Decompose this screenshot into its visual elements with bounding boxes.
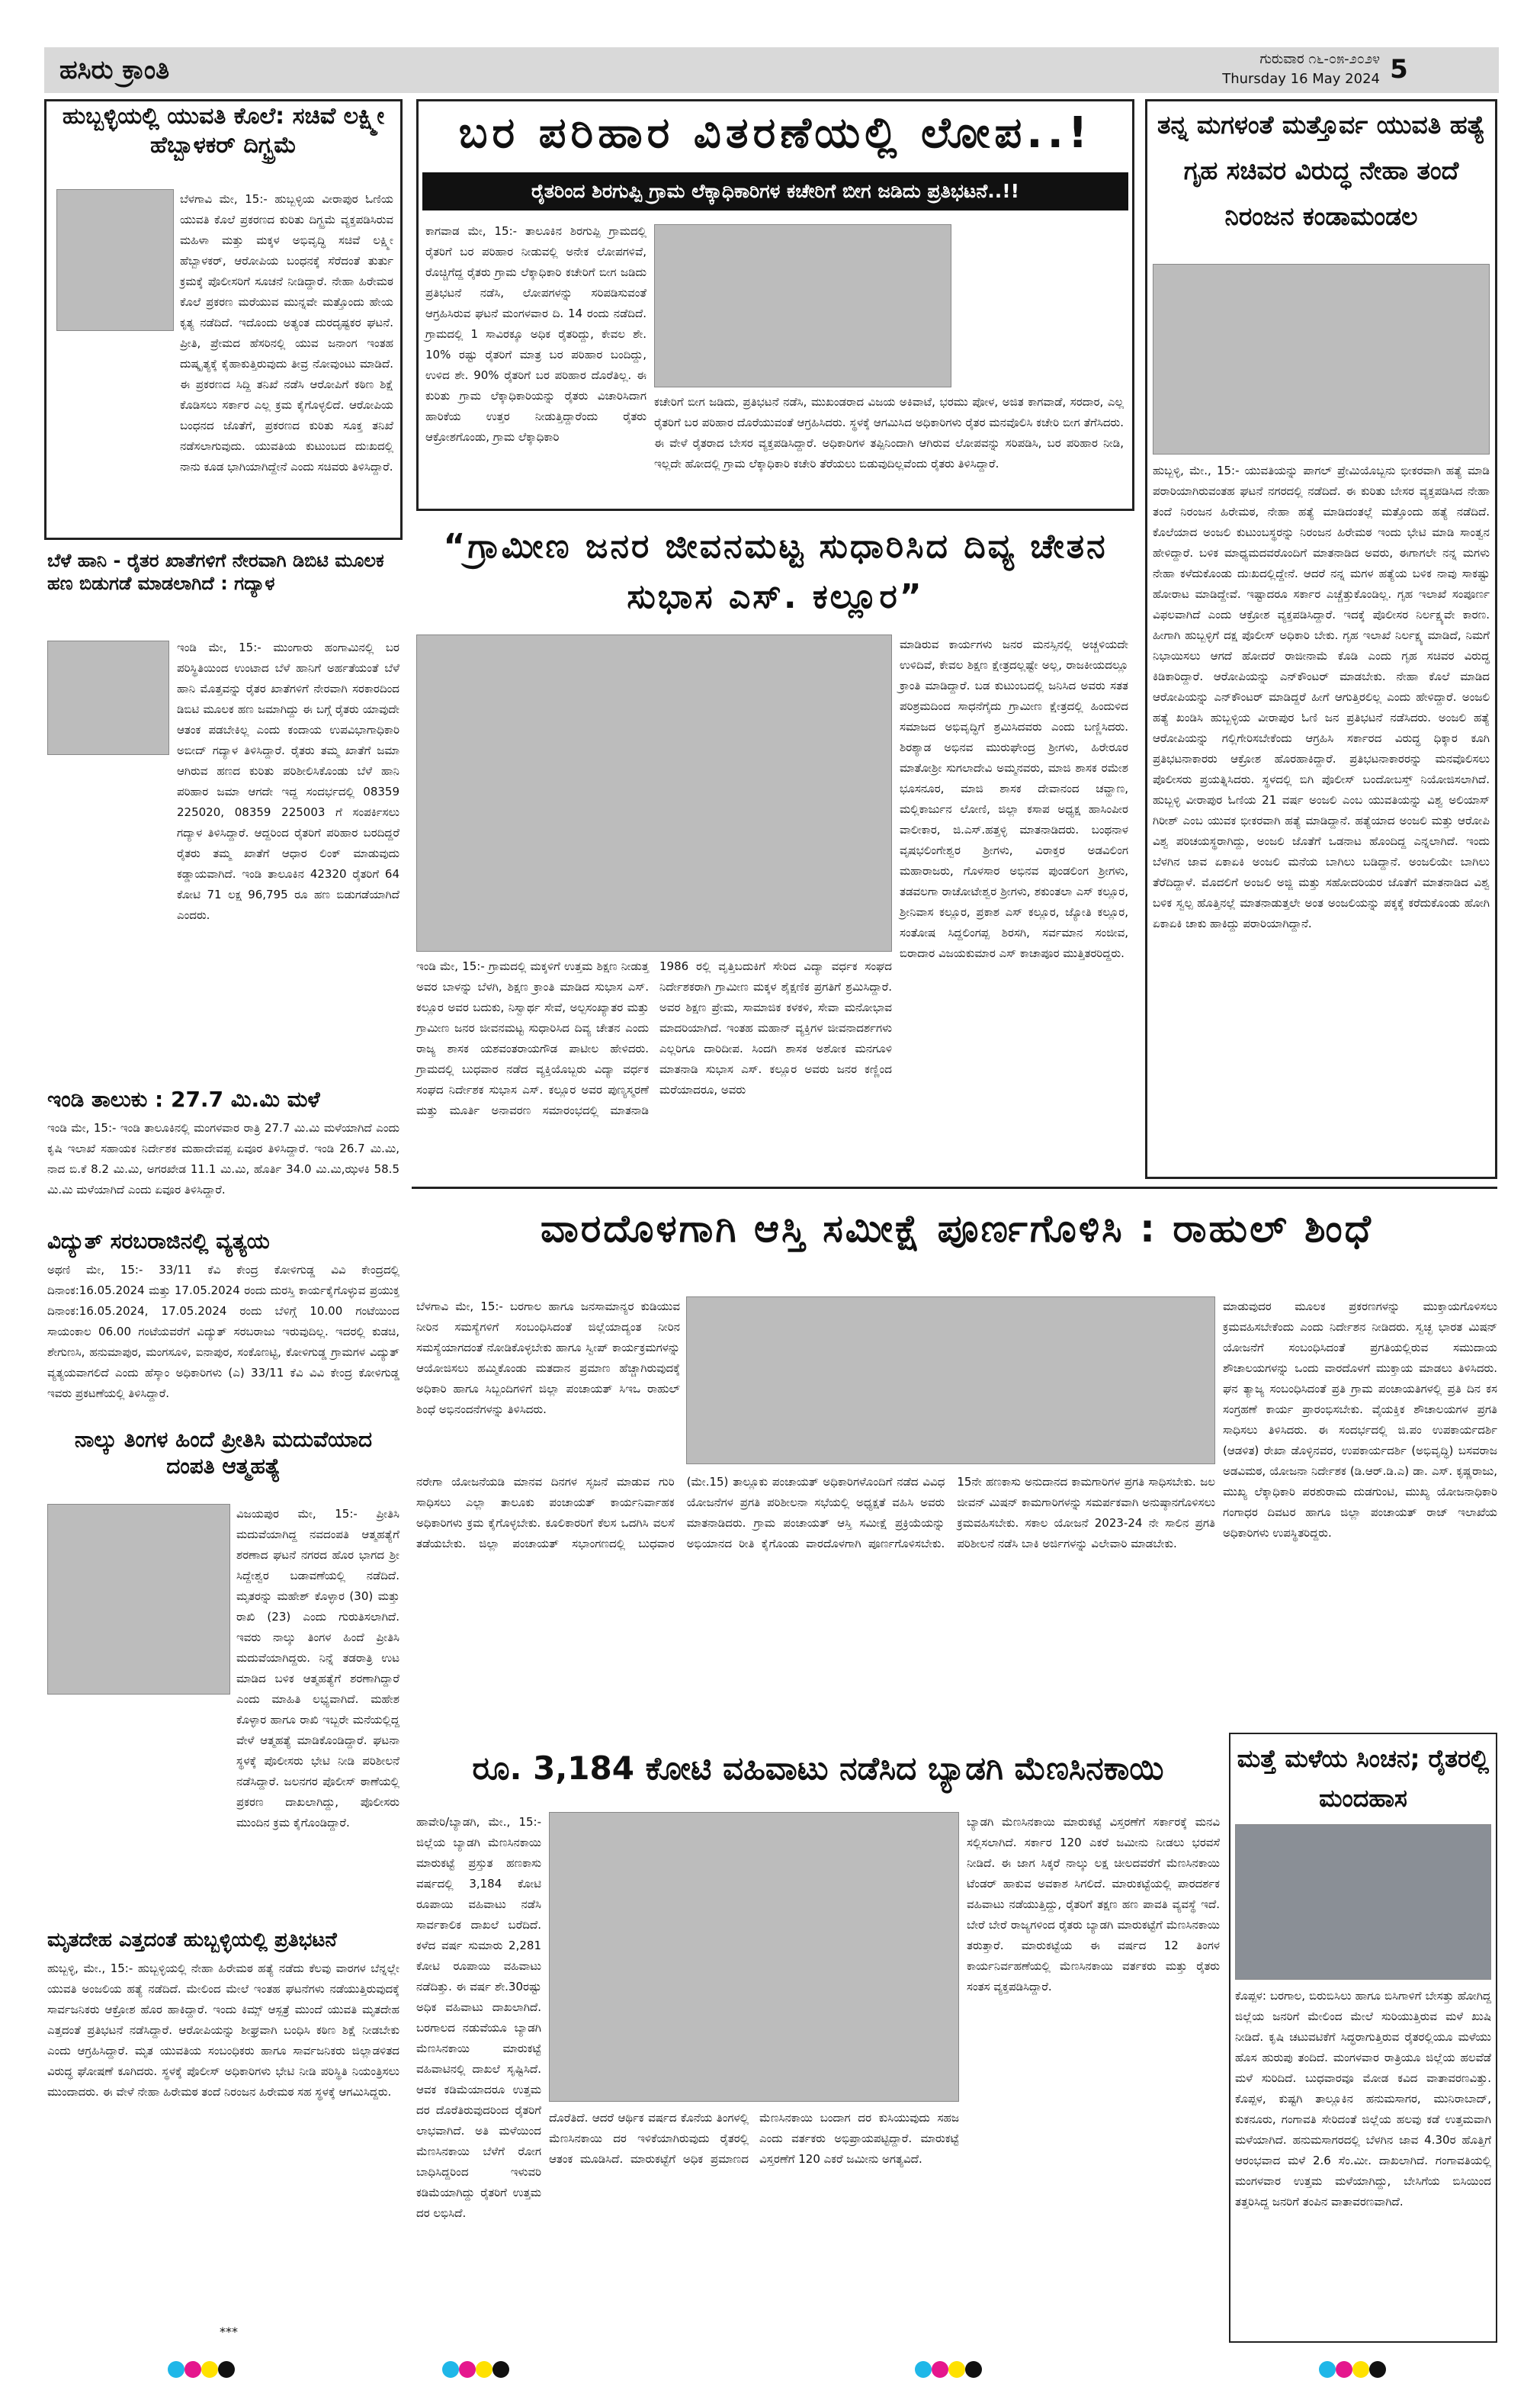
left-story3-headline: ಇಂಡಿ ತಾಲುಕು : 27.7 ಮಿ.ಮಿ ಮಳೆ [47, 1087, 320, 1112]
officer-photo [47, 641, 169, 755]
couple-photo [47, 1504, 230, 1695]
lower-story1-body-right: ಮಾಡುವುದರ ಮೂಲಕ ಪ್ರಕರಣಗಳನ್ನು ಮುಕ್ತಾಯಗೊಳಿಸಲು ಕ್ರಮವಹಿಸಬೇಕೆಂದು ಎಂದು ನಿರ್ದೇಶನ ನೀಡಿದರು. ಸ್ವಚ್ಛ ಭಾರತ ಮಿಷನ್ ಯೋಜನೆಗೆ ಸಂಬಂಧಿಸಿದಂತೆ ಪ್ರಗತಿಯಲ್ಲಿರುವ ಸಮುದಾಯ ಶೌಚಾಲಯಗಳನ್ನು ಒಂದು ವಾರದೊಳಗೆ ಮುಕ್ತಾಯ ಮಾಡಲು ತಿಳಿಸಿದರು. ಘನ ತ್ಯಾಜ್ಯ ಸಂಬಂಧಿಸಿದಂತೆ ಪ್ರತಿ ಗ್ರಾಮ ಪಂಚಾಯತಿಗಳಲ್ಲಿ ಪ್ರತಿ ದಿನ ಕಸ ಸಂಗ್ರಹಣೆ ಕಾರ್ಯ ಪ್ರಾರಂಭಿಸಬೇಕು. ವೈಯಕ್ತಿಕ ಶೌಚಾಲಯಗಳ ಪ್ರಗತಿ ಸಾಧಿಸಲು ತಿಳಿಸಿದರು. ಈ ಸಂದರ್ಭದಲ್ಲಿ ಜಿ.ಪಂ ಉಪಕಾರ್ಯದರ್ಶಿ (ಆಡಳಿತ) ರೇಖಾ ಡೊಳ್ಳಿನವರ, ಉಪಕಾರ್ಯದರ್ಶಿ (ಅಭಿವೃದ್ಧಿ) ಬಸವರಾಜ ಅಡವಿಮಠ, ಯೋಜನಾ ನಿರ್ದೇಶಕ (ಡಿ.ಆರ್.ಡಿ.ಎ) ಡಾ. ಎಸ್. ಕೃಷ್ಣರಾಜು, ಮುಖ್ಯ ಲೆಕ್ಕಾಧಿಕಾರಿ ಪರಶುರಾಮ ದುಡಗುಂಟಿ, ಮುಖ್ಯ ಯೋಜನಾಧಿಕಾರಿ ಗಂಗಾಧರ ದಿವಟರ ಹಾಗೂ ಜಿಲ್ಲಾ ಪಂಚಾಯತ್ ರಾಜ್ ಇಲಾಖೆಯ ಅಧಿಕಾರಿಗಳು ಉಪಸ್ಥಿತರಿದ್ದರು. [1223, 1300, 1497, 1540]
registration-dot [1352, 2361, 1369, 2378]
registration-dot [948, 2361, 965, 2378]
lower-story2-body-mid: ದೊರೆತಿದೆ. ಆದರೆ ಆರ್ಥಿಕ ವರ್ಷದ ಕೊನೆಯ ತಿಂಗಳಲ್ಲಿ ಮೆಣಸಿನಕಾಯಿ ದರ ಇಳಿಕೆಯಾಗಿರುವುದು ರೈತರಲ್ಲಿ ಆತಂಕ ಮೂಡಿಸಿದೆ. ಮಾರುಕಟ್ಟೆಗೆ ಅಧಿಕ ಪ್ರಮಾಣದ ಮೆಣಸಿನಕಾಯಿ ಬಂದಾಗ ದರ ಕುಸಿಯುವುದು ಸಹಜ ಎಂದು ವರ್ತಕರು ಅಭಿಪ್ರಾಯಪಟ್ಟಿದ್ದಾರೆ. ಮಾರುಕಟ್ಟೆ ವಿಸ್ತರಣೆಗೆ 120 ಎಕರೆ ಜಮೀನು ಅಗತ್ಯವಿದೆ. [549, 2111, 959, 2166]
center-story1-headline: ಬರ ಪರಿಹಾರ ವಿತರಣೆಯಲ್ಲಿ ಲೋಪ..! [458, 108, 1092, 158]
registration-dot [1319, 2361, 1336, 2378]
masthead-date-english: Thursday 16 May 2024 [1222, 71, 1380, 87]
left-story5-headline: ನಾಲ್ಕು ತಿಂಗಳ ಹಿಂದೆ ಪ್ರೀತಿಸಿ ಮದುವೆಯಾದ ದಂಪತಿ ಆತ್ಮಹತ್ಯೆ [74, 1427, 373, 1479]
left-story1-body: ಬೆಳಗಾವಿ ಮೇ, 15:- ಹುಬ್ಬಳ್ಳಿಯ ವೀರಾಪುರ ಓಣಿಯ ಯುವತಿ ಕೊಲೆ ಪ್ರಕರಣದ ಕುರಿತು ದಿಗ್ಭ್ರಮೆ ವ್ಯಕ್ತಪಡಿಸಿರುವ ಮಹಿಳಾ ಮತ್ತು ಮಕ್ಕಳ ಅಭಿವೃದ್ಧಿ ಸಚಿವೆ ಲಕ್ಷ್ಮೀ ಹೆಬ್ಬಾಳಕರ್, ಆರೋಪಿಯ ಬಂಧನಕ್ಕೆ ಸೆರೆದಂತೆ ತುರ್ತು ಕ್ರಮಕ್ಕೆ ಪೊಲೀಸರಿಗೆ ಸೂಚನೆ ನೀಡಿದ್ದಾರೆ. ನೇಹಾ ಹಿರೇಮಠ ಕೊಲೆ ಪ್ರಕರಣ ಮರೆಯುವ ಮುನ್ನವೇ ಮತ್ತೊಂದು ಹೇಯ ಕೃತ್ಯ ನಡೆದಿದೆ. ಇದೊಂದು ಅತ್ಯಂತ ದುರದೃಷ್ಟಕರ ಘಟನೆ. ಪ್ರೀತಿ, ಪ್ರೇಮದ ಹೆಸರಿನಲ್ಲಿ ಯುವ ಜನಾಂಗ ಇಂತಹ ದುಷ್ಕೃತ್ಯಕ್ಕೆ ಕೈಹಾಕುತ್ತಿರುವುದು ತೀವ್ರ ನೋವುಂಟು ಮಾಡಿದೆ. ಈ ಪ್ರಕರಣದ ಸಿದ್ದಿ ತನಿಖೆ ನಡೆಸಿ ಆರೋಪಿಗೆ ಕಠಿಣ ಶಿಕ್ಷೆ ಕೊಡಿಸಲು ಸರ್ಕಾರ ಎಲ್ಲ ಕ್ರಮ ಕೈಗೊಳ್ಳಲಿದೆ. ಆರೋಪಿಯ ಬಂಧನದ ಜೊತೆಗೆ, ಪ್ರಕರಣದ ಕುರಿತು ಸೂಕ್ತ ತನಿಖೆ ನಡೆಸಲಾಗುವುದು. ಯುವತಿಯ ಕುಟುಂಬದ ದುಃಖದಲ್ಲಿ ನಾನು ಕೂಡ ಭಾಗಿಯಾಗಿದ್ದೇನೆ ಎಂದು ಸಚಿವರು ತಿಳಿಸಿದ್ದಾರೆ. [180, 192, 393, 474]
chilli-market-photo [549, 1812, 959, 2102]
lower-story3-body: ಕೊಪ್ಪಳ: ಬರಗಾಲ, ಬಿರುಬಿಸಿಲು ಹಾಗೂ ಬಿಸಿಗಾಳಿಗೆ ಬೇಸತ್ತು ಹೋಗಿದ್ದ ಜಿಲ್ಲೆಯ ಜನರಿಗೆ ಮೇಲಿಂದ ಮೇಲೆ ಸುರಿಯುತ್ತಿರುವ ಮಳೆ ಖುಷಿ ನೀಡಿದೆ. ಕೃಷಿ ಚಟುವಟಿಕೆಗೆ ಸಿದ್ಧರಾಗುತ್ತಿರುವ ರೈತರಲ್ಲಿಯೂ ಮಳೆಯು ಹೊಸ ಹುರುಪು ತಂದಿದೆ. ಮಂಗಳವಾರ ರಾತ್ರಿಯೂ ಜಿಲ್ಲೆಯ ಹಲವೆಡೆ ಮಳೆ ಸುರಿದಿದೆ. ಬುಧವಾರವೂ ಮೋಡ ಕವಿದ ವಾತಾವರಣವಿತ್ತು. ಕೊಪ್ಪಳ, ಕುಷ್ಟಗಿ ತಾಲ್ಲೂಕಿನ ಹನುಮಸಾಗರ, ಮುನಿರಾಬಾದ್, ಕುಕನೂರು, ಗಂಗಾವತಿ ಸೇರಿದಂತೆ ಜಿಲ್ಲೆಯ ಹಲವು ಕಡೆ ಉತ್ತಮವಾಗಿ ಮಳೆಯಾಗಿದೆ. ಹನುಮಸಾಗರದಲ್ಲಿ ಬೆಳಗಿನ ಜಾವ 4.30ರ ಹೊತ್ತಿಗೆ ಆರಂಭವಾದ ಮಳೆ 2.6 ಸೆಂ.ಮೀ. ದಾಖಲಾಗಿದೆ. ಗಂಗಾವತಿಯಲ್ಲಿ ಮಂಗಳವಾರ ಉತ್ತಮ ಮಳೆಯಾಗಿದ್ದು, ಬೇಸಿಗೆಯ ಬಿಸಿಯಿಂದ ತತ್ತರಿಸಿದ್ದ ಜನರಿಗೆ ತಂಪಿನ ವಾತಾವರಣವಾಗಿದೆ. [1235, 1989, 1491, 2209]
registration-dot [1336, 2361, 1352, 2378]
masthead-date-kannada: ಗುರುವಾರ ೧೬-೦೫-೨೦೨೪ [1259, 51, 1380, 67]
left-story2-body: ಇಂಡಿ ಮೇ, 15:- ಮುಂಗಾರು ಹಂಗಾಮಿನಲ್ಲಿ ಬರ ಪರಿಸ್ಥಿತಿಯಿಂದ ಉಂಟಾದ ಬೆಳೆ ಹಾನಿಗೆ ಅರ್ಹತೆಯಂತೆ ಬೆಳೆ ಹಾನಿ ಮೊತ್ತವನ್ನು ರೈತರ ಖಾತೆಗಳಿಗೆ ನೇರವಾಗಿ ಸರಕಾರದಿಂದ ಡಿಬಿಟಿ ಮೂಲಕ ಹಣ ಜಮಾಗಿದ್ದು ಈ ಬಗ್ಗೆ ರೈತರು ಯಾವುದೇ ಆತಂಕ ಪಡಬೇಕಿಲ್ಲ ಎಂದು ಕಂದಾಯ ಉಪವಿಭಾಗಾಧಿಕಾರಿ ಅಬೀದ್ ಗದ್ಯಾಳ ತಿಳಿಸಿದ್ದಾರೆ. ರೈತರು ತಮ್ಮ ಖಾತೆಗೆ ಜಮಾ ಆಗಿರುವ ಹಣದ ಕುರಿತು ಪರಿಶೀಲಿಸಿಕೊಂಡು ಬೆಳೆ ಹಾನಿ ಪರಿಹಾರ ಜಮಾ ಆಗದೇ ಇದ್ದ ಸಂದರ್ಭದಲ್ಲಿ 08359 225020, 08359 225003 ಗೆ ಸಂಪರ್ಕಿಸಲು ಗದ್ಯಾಳ ತಿಳಿಸಿದ್ದಾರೆ. ಆದ್ದರಿಂದ ರೈತರಿಗೆ ಪರಿಹಾರ ಬರದಿದ್ದರೆ ರೈತರು ತಮ್ಮ ಖಾತೆಗೆ ಆಧಾರ ಲಿಂಕ್ ಮಾಡುವುದು ಕಡ್ಡಾಯವಾಗಿದೆ. ಇಂಡಿ ತಾಲೂಕಿನ 42320 ರೈತರಿಗೆ 64 ಕೋಟಿ 71 ಲಕ್ಷ 96,795 ರೂ ಹಣ ಬಿಡುಗಡೆಯಾಗಿದೆ ಎಂದರು. [177, 641, 399, 922]
left-story6-body: ಹುಬ್ಬಳ್ಳಿ, ಮೇ., 15:- ಹುಬ್ಬಳ್ಳಿಯಲ್ಲಿ ನೇಹಾ ಹಿರೇಮಠ ಹತ್ಯೆ ನಡೆದು ಕೆಲವು ವಾರಗಳ ಬೆನ್ನಲ್ಲೇ ಯುವತಿ ಅಂಜಲಿಯ ಹತ್ಯೆ ನಡೆದಿದೆ. ಮೇಲಿಂದ ಮೇಲೆ ಇಂತಹ ಘಟನೆಗಳು ನಡೆಯುತ್ತಿರುವುದಕ್ಕೆ ಸಾರ್ವಜನಿಕರು ಆಕ್ರೋಶ ಹೊರ ಹಾಕಿದ್ದಾರೆ. ಇಂದು ಕಿಮ್ಸ್ ಆಸ್ಪತ್ರೆ ಮುಂದೆ ಯುವತಿ ಮೃತದೇಹ ಎತ್ತದಂತೆ ಪ್ರತಿಭಟನೆ ನಡೆಸಿದ್ದಾರೆ. ಆರೋಪಿಯನ್ನು ಶೀಘ್ರವಾಗಿ ಬಂಧಿಸಿ ಕಠಿಣ ಶಿಕ್ಷೆ ನೀಡಬೇಕು ಎಂದು ಆಗ್ರಹಿಸಿದ್ದಾರೆ. ಮೃತ ಯುವತಿಯ ಸಂಬಂಧಿಕರು ಹಾಗೂ ಸಾರ್ವಜನಿಕರು ಜಿಲ್ಲಾಡಳಿತದ ವಿರುದ್ಧ ಘೋಷಣೆ ಕೂಗಿದರು. ಸ್ಥಳಕ್ಕೆ ಪೊಲೀಸ್ ಅಧಿಕಾರಿಗಳು ಭೇಟಿ ನೀಡಿ ಪರಿಸ್ಥಿತಿ ನಿಯಂತ್ರಿಸಲು ಮುಂದಾದರು. ಈ ವೇಳೆ ನೇಹಾ ಹಿರೇಮಠ ತಂದೆ ನಿರಂಜನ ಹಿರೇಮಠ ಸಹ ಸ್ಥಳಕ್ಕೆ ಆಗಮಿಸಿದ್ದರು. [47, 1961, 399, 2099]
lower-story1-body-left: ಬೆಳಗಾವಿ ಮೇ, 15:- ಬರಗಾಲ ಹಾಗೂ ಜನಸಾಮಾನ್ಯರ ಕುಡಿಯುವ ನೀರಿನ ಸಮಸ್ಯೆಗಳಿಗೆ ಸಂಬಂಧಿಸಿದಂತೆ ಜಿಲ್ಲೆಯಾದ್ಯಂತ ನೀರಿನ ಸಮಸ್ಯೆಯಾಗದಂತೆ ನೋಡಿಕೊಳ್ಳಬೇಕು ಹಾಗೂ ಸ್ವೀಪ್ ಕಾರ್ಯಕ್ರಮಗಳನ್ನು ಆಯೋಜಿಸಲು ಹಮ್ಮಿಕೊಂಡು ಮತದಾನ ಪ್ರಮಾಣ ಹೆಚ್ಚಾಗಿರುವುದಕ್ಕೆ ಅಧಿಕಾರಿ ಹಾಗೂ ಸಿಬ್ಬಂದಿಗಳಿಗೆ ಜಿಲ್ಲಾ ಪಂಚಾಯತ್ ಸಿಇಒ ರಾಹುಲ್ ಶಿಂಧೆ ಅಭಿನಂದನೆಗಳನ್ನು ತಿಳಿಸಿದರು. [416, 1300, 680, 1416]
lower-story2-headline: ರೂ. 3,184 ಕೋಟಿ ವಹಿವಾಟು ನಡೆಸಿದ ಬ್ಯಾಡಗಿ ಮೆಣಸಿನಕಾಯಿ [472, 1749, 1164, 1787]
registration-dot [932, 2361, 948, 2378]
page-number: 5 [1390, 54, 1408, 85]
lower-story3-headline: ಮತ್ತೆ ಮಳೆಯ ಸಿಂಚನ; ರೈತರಲ್ಲಿ ಮಂದಹಾಸ [1237, 1744, 1490, 1813]
registration-dot [492, 2361, 509, 2378]
registration-dot [476, 2361, 492, 2378]
registration-marks [0, 2355, 1540, 2385]
lower-story2-body-right: ಬ್ಯಾಡಗಿ ಮೆಣಸಿನಕಾಯಿ ಮಾರುಕಟ್ಟೆ ವಿಸ್ತರಣೆಗೆ ಸರ್ಕಾರಕ್ಕೆ ಮನವಿ ಸಲ್ಲಿಸಲಾಗಿದೆ. ಸರ್ಕಾರ 120 ಎಕರೆ ಜಮೀನು ನೀಡಲು ಭರವಸೆ ನೀಡಿದೆ. ಈ ಜಾಗ ಸಿಕ್ಕರೆ ನಾಲ್ಕು ಲಕ್ಷ ಚೀಲದವರೆಗೆ ಮೆಣಸಿನಕಾಯಿ ಟೆಂಡರ್ ಹಾಕುವ ಅವಕಾಶ ಸಿಗಲಿದೆ. ಮಾರುಕಟ್ಟೆಯಲ್ಲಿ ಪಾರದರ್ಶಕ ವಹಿವಾಟು ನಡೆಯುತ್ತಿದ್ದು, ರೈತರಿಗೆ ತಕ್ಷಣ ಹಣ ಪಾವತಿ ವ್ಯವಸ್ಥೆ ಇದೆ. ಬೇರೆ ಬೇರೆ ರಾಜ್ಯಗಳಿಂದ ರೈತರು ಬ್ಯಾಡಗಿ ಮಾರುಕಟ್ಟೆಗೆ ಮೆಣಸಿನಕಾಯಿ ತರುತ್ತಾರೆ. ಮಾರುಕಟ್ಟೆಯ ಈ ವರ್ಷದ 12 ತಿಂಗಳ ಕಾರ್ಯನಿರ್ವಹಣೆಯಲ್ಲಿ ಮೆಣಸಿನಕಾಯಿ ವರ್ತಕರು ಮತ್ತು ರೈತರು ಸಂತಸ ವ್ಯಕ್ತಪಡಿಸಿದ್ದಾರೆ. [967, 1815, 1220, 1993]
lower-story1-body-wide: ನರೇಗಾ ಯೋಜನೆಯಡಿ ಮಾನವ ದಿನಗಳ ಸೃಜನೆ ಮಾಡುವ ಗುರಿ ಸಾಧಿಸಲು ಎಲ್ಲಾ ತಾಲೂಕು ಪಂಚಾಯತ್ ಕಾರ್ಯನಿರ್ವಾಹಕ ಅಧಿಕಾರಿಗಳು ಕ್ರಮ ಕೈಗೊಳ್ಳಬೇಕು. ಕೂಲಿಕಾರರಿಗೆ ಕೆಲಸ ಒದಗಿಸಿ ವಲಸೆ ತಡೆಯಬೇಕು. ಜಿಲ್ಲಾ ಪಂಚಾಯತ್ ಸಭಾಂಗಣದಲ್ಲಿ ಬುಧವಾರ (ಮೇ.15) ತಾಲ್ಲೂಕು ಪಂಚಾಯತ್ ಅಧಿಕಾರಿಗಳೊಂದಿಗೆ ನಡೆದ ವಿವಿಧ ಯೋಜನೆಗಳ ಪ್ರಗತಿ ಪರಿಶೀಲನಾ ಸಭೆಯಲ್ಲಿ ಅಧ್ಯಕ್ಷತೆ ವಹಿಸಿ ಅವರು ಮಾತನಾಡಿದರು. ಗ್ರಾಮ ಪಂಚಾಯತ್ ಆಸ್ತಿ ಸಮೀಕ್ಷೆ ಪ್ರಕ್ರಿಯೆಯನ್ನು ಅಭಿಯಾನದ ರೀತಿ ಕೈಗೊಂಡು ವಾರದೊಳಗಾಗಿ ಪೂರ್ಣಗೊಳಿಸಬೇಕು. 15ನೇ ಹಣಕಾಸು ಅನುದಾನದ ಕಾಮಗಾರಿಗಳ ಪ್ರಗತಿ ಸಾಧಿಸಬೇಕು. ಜಲ ಜೀವನ್ ಮಿಷನ್ ಕಾಮಗಾರಿಗಳನ್ನು ಸಮರ್ಪಕವಾಗಿ ಅನುಷ್ಠಾನಗೊಳಿಸಲು ಕ್ರಮವಹಿಸಬೇಕು. ಸಕಾಲ ಯೋಜನೆ 2023-24 ನೇ ಸಾಲಿನ ಪ್ರಗತಿ ಪರಿಶೀಲನೆ ನಡೆಸಿ ಬಾಕಿ ಅರ್ಜಿಗಳನ್ನು ವಿಲೇವಾರಿ ಮಾಡಬೇಕು. [416, 1475, 1215, 1550]
ceremony-photo [416, 634, 892, 952]
lower-story1-headline: ವಾರದೊಳಗಾಗಿ ಆಸ್ತಿ ಸಮೀಕ್ಷೆ ಪೂರ್ಣಗೊಳಿಸಿ : ರಾಹುಲ್ ಶಿಂಧೆ [541, 1206, 1373, 1251]
rain-photo [1235, 1824, 1491, 1980]
left-story4-headline: ವಿದ್ಯುತ್ ಸರಬರಾಜಿನಲ್ಲಿ ವ್ಯತ್ಯಯ [47, 1229, 270, 1254]
left-story5-body-cont [47, 1698, 399, 1925]
right-story1-headline: ತನ್ನ ಮಗಳಂತೆ ಮತ್ತೊರ್ವ ಯುವತಿ ಹತ್ಯೆ ಗೃಹ ಸಚಿವರ ವಿರುದ್ಧ ನೇಹಾ ತಂದೆ ನಿರಂಜನ ಕಂಡಾಮಂಡಲ [1157, 110, 1485, 231]
left-story1-body-cont [53, 336, 395, 535]
end-mark: *** [220, 2324, 238, 2339]
registration-dot [965, 2361, 982, 2378]
masthead-title: ಹಸಿರು ಕ್ರಾಂತಿ [59, 55, 170, 85]
center-story1-body-left: ಕಾಗವಾಡ ಮೇ, 15:- ತಾಲೂಕಿನ ಶಿರಗುಪ್ಪಿ ಗ್ರಾಮದಲ್ಲಿ ರೈತರಿಗೆ ಬರ ಪರಿಹಾರ ನೀಡುವಲ್ಲಿ ಅನೇಕ ಲೋಪಗಳಿವೆ, ರೊಚ್ಚಿಗೆದ್ದ ರೈತರು ಗ್ರಾಮ ಲೆಕ್ಕಾಧಿಕಾರಿ ಕಚೇರಿಗೆ ಬೀಗ ಜಡಿದು ಪ್ರತಿಭಟನೆ ನಡೆಸಿ, ಲೋಪಗಳನ್ನು ಸರಿಪಡಿಸುವಂತೆ ಆಗ್ರಹಿಸಿರುವ ಘಟನೆ ಮಂಗಳವಾರ ದಿ. 14 ರಂದು ನಡೆದಿದೆ. ಗ್ರಾಮದಲ್ಲಿ 1 ಸಾವಿರಕ್ಕೂ ಅಧಿಕ ರೈತರಿದ್ದು, ಕೇವಲ ಶೇ. 10% ರಷ್ಟು ರೈತರಿಗೆ ಮಾತ್ರ ಬರ ಪರಿಹಾರ ಬಂದಿದ್ದು, ಉಳಿದ ಶೇ. 90% ರೈತರಿಗೆ ಬರ ಪರಿಹಾರ ದೊರೆತಿಲ್ಲ. ಈ ಕುರಿತು ಗ್ರಾಮ ಲೆಕ್ಕಾಧಿಕಾರಿಯನ್ನು ರೈತರು ವಿಚಾರಿಸಿದಾಗ ಹಾರಿಕೆಯ ಉತ್ತರ ನೀಡುತ್ತಿದ್ದಾರೆಂದು ರೈತರು ಆಕ್ರೋಶಗೊಂಡು, ಗ್ರಾಮ ಲೆಕ್ಕಾಧಿಕಾರಿ [425, 224, 646, 444]
left-story3-body: ಇಂಡಿ ಮೇ, 15:- ಇಂಡಿ ತಾಲೂಕಿನಲ್ಲಿ ಮಂಗಳವಾರ ರಾತ್ರಿ 27.7 ಮಿ.ಮಿ ಮಳೆಯಾಗಿದೆ ಎಂದು ಕೃಷಿ ಇಲಾಖೆ ಸಹಾಯಕ ನಿರ್ದೇಶಕ ಮಹಾದೇವಪ್ಪ ಏವೂರ ತಿಳಿಸಿದ್ದಾರೆ. ಇಂಡಿ 26.7 ಮಿ.ಮಿ, ನಾದ ಬಿ.ಕೆ 8.2 ಮಿ.ಮಿ, ಅಗರಖೇಡ 11.1 ಮಿ.ಮಿ, ಹೊರ್ತಿ 34.0 ಮಿ.ಮಿ,ಝಳಕಿ 58.5 ಮಿ.ಮಿ ಮಳೆಯಾಗಿದೆ ಎಂದು ಏವೂರ ತಿಳಿಸಿದ್ದಾರೆ. [47, 1121, 399, 1197]
minister-photo [56, 189, 174, 331]
section-divider [412, 1187, 1497, 1189]
left-story2-headline: ಬೆಳೆ ಹಾನಿ - ರೈತರ ಖಾತೆಗಳಿಗೆ ನೇರವಾಗಿ ಡಿಬಿಟಿ ಮೂಲಕ ಹಣ ಬಿಡುಗಡೆ ಮಾಡಲಾಗಿದೆ : ಗದ್ಯಾಳ [47, 550, 384, 594]
registration-dot [201, 2361, 218, 2378]
office-building-photo [654, 224, 951, 387]
center-story1-subheadline: ರೈತರಿಂದ ಶಿರಗುಪ್ಪಿ ಗ್ರಾಮ ಲೆಕ್ಕಾಧಿಕಾರಿಗಳ ಕಚೇರಿಗೆ ಬೀಗ ಜಡಿದು ಪ್ರತಿಭಟನೆ..!! [531, 180, 1020, 202]
center-story2-headline: “ಗ್ರಾಮೀಣ ಜನರ ಜೀವನಮಟ್ಟ ಸುಧಾರಿಸಿದ ದಿವ್ಯ ಚೇತನ ಸುಭಾಸ ಎಸ್. ಕಲ್ಲೂರ” [443, 527, 1108, 616]
registration-dot [442, 2361, 459, 2378]
meeting-photo [686, 1296, 1215, 1464]
registration-dot [915, 2361, 932, 2378]
left-story5-body: ವಿಜಯಪುರ ಮೇ, 15:- ಪ್ರೀತಿಸಿ ಮದುವೆಯಾಗಿದ್ದ ನವದಂಪತಿ ಆತ್ಮಹತ್ಯೆಗೆ ಶರಣಾದ ಘಟನೆ ನಗರದ ಹೊರ ಭಾಗದ ಶ್ರೀ ಸಿದ್ದೇಶ್ವರ ಬಡಾವಣೆಯಲ್ಲಿ ನಡೆದಿದೆ. ಮೃತರನ್ನು ಮಹೇಶ್ ಕೊಳ್ಳಾರ (30) ಮತ್ತು ರಾಖಿ (23) ಎಂದು ಗುರುತಿಸಲಾಗಿದೆ. ಇವರು ನಾಲ್ಕು ತಿಂಗಳ ಹಿಂದೆ ಪ್ರೀತಿಸಿ ಮದುವೆಯಾಗಿದ್ದರು. ನಿನ್ನೆ ತಡರಾತ್ರಿ ಉಟ ಮಾಡಿದ ಬಳಿಕ ಆತ್ಮಹತ್ಯೆಗೆ ಶರಣಾಗಿದ್ದಾರೆ ಎಂದು ಮಾಹಿತಿ ಲಭ್ಯವಾಗಿದೆ. ಮಹೇಶ ಕೊಳ್ಳಾರ ಹಾಗೂ ರಾಖಿ ಇಬ್ಬರೇ ಮನೆಯಲ್ಲಿದ್ದ ವೇಳೆ ಆತ್ಮಹತ್ಯೆ ಮಾಡಿಕೊಂಡಿದ್ದಾರೆ. ಘಟನಾ ಸ್ಥಳಕ್ಕೆ ಪೊಲೀಸರು ಭೇಟಿ ನೀಡಿ ಪರಿಶೀಲನೆ ನಡೆಸಿದ್ದಾರೆ. ಜಲನಗರ ಪೊಲೀಸ್ ಠಾಣೆಯಲ್ಲಿ ಪ್ರಕರಣ ದಾಖಲಾಗಿದ್ದು, ಪೊಲೀಸರು ಮುಂದಿನ ಕ್ರಮ ಕೈಗೊಂಡಿದ್ದಾರೆ. [236, 1507, 399, 1830]
registration-dot [459, 2361, 476, 2378]
left-story4-body: ಅಥಣಿ ಮೇ, 15:- 33/11 ಕೆವಿ ಕೇಂದ್ರ ಕೋಳಿಗುಡ್ಡ ವಿವಿ ಕೇಂದ್ರದಲ್ಲಿ ದಿನಾಂಕ:16.05.2024 ಮತ್ತು 17.05.2024 ರಂದು ದುರಸ್ತಿ ಕಾರ್ಯಕೈಗೊಳ್ಳುವ ಪ್ರಯುಕ್ತ ದಿನಾಂಕ:16.05.2024, 17.05.2024 ರಂದು ಬೆಳಿಗ್ಗೆ 10.00 ಗಂಟೆಯಿಂದ ಸಾಯಂಕಾಲ 06.00 ಗಂಟೆಯವರೆಗೆ ವಿದ್ಯುತ್ ಸರಬರಾಜು ಇರುವುದಿಲ್ಲ. ಇದರಲ್ಲಿ ಕುಡಚಿ, ಶೇಗುಣಸಿ, ಹನುಮಾಪುರ, ಮಂಗಸೂಳಿ, ಐನಾಪುರ, ಸಂಕೊಣಟ್ಟಿ, ಕೋಳಿಗುಡ್ಡ ಗ್ರಾಮಗಳ ವಿದ್ಯುತ್ ವ್ಯತ್ಯಯವಾಗಲಿದೆ ಎಂದು ಹೆಸ್ಕಾಂ ಅಧಿಕಾರಿಗಳು (ಎ) 33/11 ಕೆವಿ ವಿವಿ ಕೇಂದ್ರ ಕೋಳಿಗುಡ್ಡ ಇವರು ಪ್ರಕಟಣೆಯಲ್ಲಿ ತಿಳಿಸಿದ್ದಾರೆ. [47, 1263, 399, 1400]
left-story6-headline: ಮೃತದೇಹ ಎತ್ತದಂತೆ ಹುಬ್ಬಳ್ಳಿಯಲ್ಲಿ ಪ್ರತಿಭಟನೆ [47, 1929, 337, 1952]
niranjan-photo [1153, 264, 1490, 455]
left-story1-headline: ಹುಬ್ಬಳ್ಳಿಯಲ್ಲಿ ಯುವತಿ ಕೊಲೆ: ಸಚಿವೆ ಲಕ್ಷ್ಮೀ ಹೆಬ್ಬಾಳಕರ್ ದಿಗ್ಭ್ರಮೆ [62, 103, 385, 159]
left-story2-body-cont [47, 760, 399, 1083]
center-story1-body-right: ಕಚೇರಿಗೆ ಬೀಗ ಜಡಿದು, ಪ್ರತಿಭಟನೆ ನಡೆಸಿ, ಮುಖಂಡರಾದ ವಿಜಯ ಅಕಿವಾಟೆ, ಭರಮು ಪೋಳ, ಅಜಿತ ಕಾಗವಾಡೆ, ಸರದಾರ, ಎಲ್ಲ ರೈತರಿಗೆ ಬರ ಪರಿಹಾರ ದೊರೆಯುವಂತೆ ಆಗ್ರಹಿಸಿದರು. ಸ್ಥಳಕ್ಕೆ ಆಗಮಿಸಿದ ಅಧಿಕಾರಿಗಳು ರೈತರ ಮನವೊಲಿಸಿ ಕಚೇರಿ ಬೀಗ ತೆಗೆಸಿದರು. ಈ ವೇಳೆ ರೈತರಾದ ಬೇಸರ ವ್ಯಕ್ತಪಡಿಸಿದ್ದಾರೆ. ಅಧಿಕಾರಿಗಳ ತಪ್ಪಿನಿಂದಾಗಿ ಆಗಿರುವ ಲೋಪವನ್ನು ಸರಿಪಡಿಸಿ, ಬರ ಪರಿಹಾರ ನೀಡಿ, ಇಲ್ಲದೇ ಹೋದಲ್ಲಿ ಗ್ರಾಮ ಲೆಕ್ಕಾಧಿಕಾರಿ ಕಚೇರಿ ತೆರೆಯಲು ಬಿಡುವುದಿಲ್ಲವೆಂದು ರೈತರು ತಿಳಿಸಿದ್ದಾರೆ. [654, 395, 1124, 471]
registration-dot [168, 2361, 184, 2378]
registration-dot [184, 2361, 201, 2378]
right-story1-body: ಹುಬ್ಬಳ್ಳಿ, ಮೇ., 15:- ಯುವತಿಯನ್ನು ಪಾಗಲ್ ಪ್ರೇಮಿಯೊಬ್ಬನು ಭೀಕರವಾಗಿ ಹತ್ಯೆ ಮಾಡಿ ಪರಾರಿಯಾಗಿರುವಂತಹ ಘಟನೆ ನಗರದಲ್ಲಿ ನಡೆದಿದೆ. ಈ ಕುರಿತು ಬೇಸರ ವ್ಯಕ್ತಪಡಿಸಿದ ನೇಹಾ ತಂದೆ ನಿರಂಜನ ಹಿರೇಮಠ, ನೇಹಾ ಹತ್ಯೆ ಮಾಡಿದಂತಲ್ಲೆ ಮತ್ತೊಂದು ಹತ್ಯೆ ನಡೆದಿದೆ. ಕೊಲೆಯಾದ ಅಂಜಲಿ ಕುಟುಂಬಸ್ಥರನ್ನು ನಿರಂಜನ ಹಿರೇಮಠ ಇಂದು ಭೇಟಿ ಮಾಡಿ ಸಾಂತ್ವನ ಹೇಳಿದ್ದಾರೆ. ಬಳಿಕ ಮಾಧ್ಯಮದವರೊಂದಿಗೆ ಮಾತನಾಡಿದ ಅವರು, ಈಗಾಗಲೇ ನನ್ನ ಮಗಳು ನೇಹಾ ಕಳೆದುಕೊಂಡು ದುಃಖದಲ್ಲಿದ್ದೇನೆ. ಆದರೆ ನನ್ನ ಮಗಳ ಹತ್ಯೆಯ ಬಳಿಕ ನಾವು ಸಾಕಷ್ಟು ಹೋರಾಟ ಮಾಡಿದ್ದೇವೆ. ಇಷ್ಟಾದರೂ ಸರ್ಕಾರ ಎಚ್ಚೆತ್ತುಕೊಂಡಿಲ್ಲ. ಗೃಹ ಇಲಾಖೆ ಸಂಪೂರ್ಣ ವಿಫಲವಾಗಿದೆ ಎಂದು ಆಕ್ರೋಶ ವ್ಯಕ್ತಪಡಿಸಿದ್ದಾರೆ. ಇದಕ್ಕೆ ಪೊಲೀಸರ ನಿರ್ಲಕ್ಷ್ಯವೇ ಕಾರಣ. ಹೀಗಾಗಿ ಹುಬ್ಬಳ್ಳಿಗೆ ದಕ್ಷ ಪೊಲೀಸ್ ಅಧಿಕಾರಿ ಬೇಕು. ಗೃಹ ಇಲಾಖೆ ನಿರ್ಲಕ್ಷ್ಯ ಮಾಡಿದೆ, ನಿಮಗೆ ನಿಭಾಯಿಸಲು ಆಗದೆ ಹೋದರೆ ರಾಜೀನಾಮೆ ಕೊಡಿ ಎಂದು ಗೃಹ ಸಚಿವರ ವಿರುದ್ಧ ಕಿಡಿಕಾರಿದ್ದಾರೆ. ಆರೋಪಿಯನ್ನು ಎನ್‌ಕೌಂಟರ್ ಮಾಡಬೇಕು. ನೇಹಾ ಕೊಲೆ ಮಾಡಿದ ಆರೋಪಿಯನ್ನು ಎನ್‌ಕೌಂಟರ್ ಮಾಡಿದ್ದರೆ ಹೀಗೆ ಆಗುತ್ತಿರಲಿಲ್ಲ ಎಂದು ಹೇಳಿದ್ದಾರೆ. ಅಂಜಲಿ ಹತ್ಯೆ ಖಂಡಿಸಿ ಹುಬ್ಬಳ್ಳಿಯ ವೀರಾಪುರ ಓಣಿ ಜನ ಪ್ರತಿಭಟನೆ ನಡೆಸಿದರು. ಅಂಜಲಿ ಹತ್ಯೆ ಆರೋಪಿಯನ್ನು ಗಲ್ಲಿಗೇರಿಸಬೇಕೆಂದು ಆಗ್ರಹಿಸಿ ಸರ್ಕಾರದ ವಿರುದ್ಧ ಧಿಕ್ಕಾರ ಕೂಗಿ ಪ್ರತಿಭಟನಾಕಾರರು ಆಕ್ರೋಶ ಹೊರಹಾಕಿದ್ದಾರೆ. ಪ್ರತಿಭಟನಾಕಾರರನ್ನು ಮನವೊಲಿಸಲು ಪೊಲೀಸರು ಪ್ರಯತ್ನಿಸಿದರು. ಸ್ಥಳದಲ್ಲಿ ಬಿಗಿ ಪೊಲೀಸ್ ಬಂದೋಬಸ್ತ್ ನಿಯೋಜಿಸಲಾಗಿದೆ. ಹುಬ್ಬಳ್ಳಿ ವೀರಾಪುರ ಓಣಿಯ 21 ವರ್ಷ ಅಂಜಲಿ ಎಂಬ ಯುವತಿಯನ್ನು ವಿಶ್ವ ಅಲಿಯಾಸ್ ಗಿರೀಶ್ ಎಂಬ ಯುವಕ ಭೀಕರವಾಗಿ ಹತ್ಯೆ ಮಾಡಿದ್ದಾನೆ. ಹತ್ಯೆಯಾದ ಅಂಜಲಿ ಮತ್ತು ಆರೋಪಿ ವಿಶ್ವ ಪರಿಚಯಸ್ಥರಾಗಿದ್ದು, ಅಂಜಲಿ ಜೊತೆಗೆ ಒಡನಾಟ ಹೊಂದಿದ್ದ ಎನ್ನಲಾಗಿದೆ. ಇಂದು ಬೆಳಗಿನ ಜಾವ ಏಕಾಏಕಿ ಅಂಜಲಿ ಮನೆಯ ಬಾಗಿಲು ಬಡಿದ್ದಾನೆ. ಅಂಜಲಿಯೇ ಬಾಗಿಲು ತೆರೆದಿದ್ದಾಳೆ. ಮೊದಲಿಗೆ ಅಂಜಲಿ ಅಜ್ಜಿ ಮತ್ತು ಸಹೋದರಿಯರ ಜೊತೆಗೆ ಮಾತನಾಡಿದ ವಿಶ್ವ ಬಳಿಕ ಸ್ವಲ್ಪ ಹೊತ್ತಿನಲ್ಲೆ ಮಾತನಾಡುತ್ತಲೇ ಅಂತ ಅಂಜಲಿಯನ್ನು ಪಕ್ಕಕ್ಕೆ ಕರೆದುಕೊಂಡು ಹೋಗಿ ಏಕಾಏಕಿ ಚಾಕು ಹಾಕಿದ್ದು ಪರಾರಿಯಾಗಿದ್ದಾನೆ. [1153, 464, 1490, 930]
center-story2-body-right: ಮಾಡಿರುವ ಕಾರ್ಯಗಳು ಜನರ ಮನಸ್ಸಿನಲ್ಲಿ ಅಚ್ಚಳಿಯದೇ ಉಳಿದಿವೆ, ಕೇವಲ ಶಿಕ್ಷಣ ಕ್ಷೇತ್ರದಲ್ಲಷ್ಟೇ ಅಲ್ಲ, ರಾಜಕೀಯದಲ್ಲೂ ಕ್ರಾಂತಿ ಮಾಡಿದ್ದಾರೆ. ಬಡ ಕುಟುಂಬದಲ್ಲಿ ಜನಿಸಿದ ಅವರು ಸತತ ಪರಿಶ್ರಮದಿಂದ ಸಾಧನೆಗೈದು ಗ್ರಾಮೀಣ ಕ್ಷೇತ್ರದಲ್ಲಿ ಹಿಂದುಳಿದ ಸಮಾಜದ ಅಭಿವೃದ್ಧಿಗೆ ಶ್ರಮಿಸಿದವರು ಎಂದು ಬಣ್ಣಿಸಿದರು. ಶಿರಶ್ಯಾಡ ಅಭಿನವ ಮುರುಘೇಂದ್ರ ಶ್ರೀಗಳು, ಹಿರೇರೂರ ಮಾತೋಶ್ರೀ ಸುಗಲಾದೇವಿ ಅಮ್ಮನವರು, ಮಾಜಿ ಶಾಸಕ ರಮೇಶ ಭೂಸನೂರ, ಮಾಜಿ ಶಾಸಕ ದೇವಾನಂದ ಚವ್ಹಾಣ, ಮಲ್ಲಿಕಾರ್ಜುನ ಲೋಣಿ, ಜಿಲ್ಲಾ ಕಸಾಪ ಅಧ್ಯಕ್ಷ ಹಾಸಿಂಪೀರ ವಾಲೀಕಾರ, ಜಿ.ಎಸ್.ಹತ್ತಳ್ಳಿ ಮಾತನಾಡಿದರು. ಬಂಥನಾಳ ವೃಷಭಲಿಂಗೇಶ್ವರ ಶ್ರೀಗಳು, ವಿರಾಕ್ತರ ಅಡವಿಲಿಂಗ ಮಹಾರಾಜರು, ಗೊಳಸಾರ ಅಭಿನವ ಪುಂಡಲಿಂಗ ಶ್ರೀಗಳು, ತಡವಲಗಾ ರಾಚೋಟೇಶ್ವರ ಶ್ರೀಗಳು, ಶಕುಂತಲಾ ಎಸ್ ಕಲ್ಲೂರ, ಶ್ರೀನಿವಾಸ ಕಲ್ಲೂರ, ಪ್ರಕಾಶ ಎಸ್ ಕಲ್ಲೂರ, ಜ್ಯೋತಿ ಕಲ್ಲೂರ, ಸಂತೋಷ ಸಿದ್ದಲಿಂಗಪ್ಪ ಶಿರಸಗಿ, ಸರ್ವಮಾನ ಸಂಜೀವ, ಬಿರಾದಾರ ವಿಜಯಕುಮಾರ ಎಸ್ ಕಾಚಾಪೂರ ಮುತ್ತಿತರರಿದ್ದರು. [900, 638, 1128, 960]
registration-dot [1369, 2361, 1386, 2378]
center-story2-body-left: ಇಂಡಿ ಮೇ, 15:- ಗ್ರಾಮದಲ್ಲಿ ಮಕ್ಕಳಿಗೆ ಉತ್ತಮ ಶಿಕ್ಷಣ ನೀಡುತ್ತ ಅವರ ಬಾಳನ್ನು ಬೆಳಗಿ, ಶಿಕ್ಷಣ ಕ್ರಾಂತಿ ಮಾಡಿದ ಸುಭಾಸ ಎಸ್. ಕಲ್ಲೂರ ಅವರ ಬದುಕು, ನಿಸ್ವಾರ್ಥ ಸೇವೆ, ಅಲ್ಪಸಂಖ್ಯಾತರ ಮತ್ತು ಗ್ರಾಮೀಣ ಜನರ ಜೀವನಮಟ್ಟ ಸುಧಾರಿಸಿದ ದಿವ್ಯ ಚೇತನ ಎಂದು ರಾಜ್ಯ ಶಾಸಕ ಯಶವಂತರಾಯಗೌಡ ಪಾಟೀಲ ಹೇಳಿದರು. ಗ್ರಾಮದಲ್ಲಿ ಬುಧವಾರ ನಡೆದ ವ್ಯಕ್ತಿಯೊಬ್ಬರು ವಿದ್ಯಾ ವರ್ಧಕ ಸಂಘದ ನಿರ್ದೇಶಕ ಸುಭಾಸ ಎಸ್. ಕಲ್ಲೂರ ಅವರ ಪುಣ್ಯಸ್ಮರಣೆ ಮತ್ತು ಮೂರ್ತಿ ಅನಾವರಣ ಸಮಾರಂಭದಲ್ಲಿ ಮಾತನಾಡಿ 1986 ರಲ್ಲಿ ವೃತ್ತಿಬದುಕಿಗೆ ಸೇರಿದ ವಿದ್ಯಾ ವರ್ಧಕ ಸಂಘದ ನಿರ್ದೇಶಕರಾಗಿ ಗ್ರಾಮೀಣ ಮಕ್ಕಳ ಶೈಕ್ಷಣಿಕ ಪ್ರಗತಿಗೆ ಶ್ರಮಿಸಿದ್ದಾರೆ. ಅವರ ಶಿಕ್ಷಣ ಪ್ರೇಮ, ಸಾಮಾಜಿಕ ಕಳಕಳಿ, ಸೇವಾ ಮನೋಭಾವ ಮಾದರಿಯಾಗಿದೆ. ಇಂತಹ ಮಹಾನ್ ವ್ಯಕ್ತಿಗಳ ಜೀವನಾದರ್ಶಗಳು ಎಲ್ಲರಿಗೂ ದಾರಿದೀಪ. ಸಿಂದಗಿ ಶಾಸಕ ಅಶೋಕ ಮನಗೂಳಿ ಮಾತನಾಡಿ ಸುಭಾಸ ಎಸ್. ಕಲ್ಲೂರ ಅವರು ಜನರ ಕಣ್ಣಿಂದ ಮರೆಯಾದರೂ, ಅವರು [416, 959, 892, 1117]
registration-dot [218, 2361, 235, 2378]
lower-story2-body-left: ಹಾವೇರಿ/ಬ್ಯಾಡಗಿ, ಮೇ., 15:- ಜಿಲ್ಲೆಯ ಬ್ಯಾಡಗಿ ಮೆಣಸಿನಕಾಯಿ ಮಾರುಕಟ್ಟೆ ಪ್ರಸ್ತುತ ಹಣಕಾಸು ವರ್ಷದಲ್ಲಿ 3,184 ಕೋಟಿ ರೂಪಾಯಿ ವಹಿವಾಟು ನಡೆಸಿ ಸಾರ್ವಕಾಲಿಕ ದಾಖಲೆ ಬರೆದಿದೆ. ಕಳೆದ ವರ್ಷ ಸುಮಾರು 2,281 ಕೋಟಿ ರೂಪಾಯಿ ವಹಿವಾಟು ನಡೆದಿತ್ತು. ಈ ವರ್ಷ ಶೇ.30ರಷ್ಟು ಅಧಿಕ ವಹಿವಾಟು ದಾಖಲಾಗಿದೆ. ಬರಗಾಲದ ನಡುವೆಯೂ ಬ್ಯಾಡಗಿ ಮೆಣಸಿನಕಾಯಿ ಮಾರುಕಟ್ಟೆ ವಹಿವಾಟಿನಲ್ಲಿ ದಾಖಲೆ ಸೃಷ್ಟಿಸಿದೆ. ಆವಕ ಕಡಿಮೆಯಾದರೂ ಉತ್ತಮ ದರ ದೊರೆತಿರುವುದರಿಂದ ರೈತರಿಗೆ ಲಾಭವಾಗಿದೆ. ಅತಿ ಮಳೆಯಿಂದ ಮೆಣಸಿನಕಾಯಿ ಬೆಳೆಗೆ ರೋಗ ಬಾಧಿಸಿದ್ದರಿಂದ ಇಳುವರಿ ಕಡಿಮೆಯಾಗಿದ್ದು ರೈತರಿಗೆ ಉತ್ತಮ ದರ ಲಭಿಸಿದೆ. [416, 1815, 541, 2220]
